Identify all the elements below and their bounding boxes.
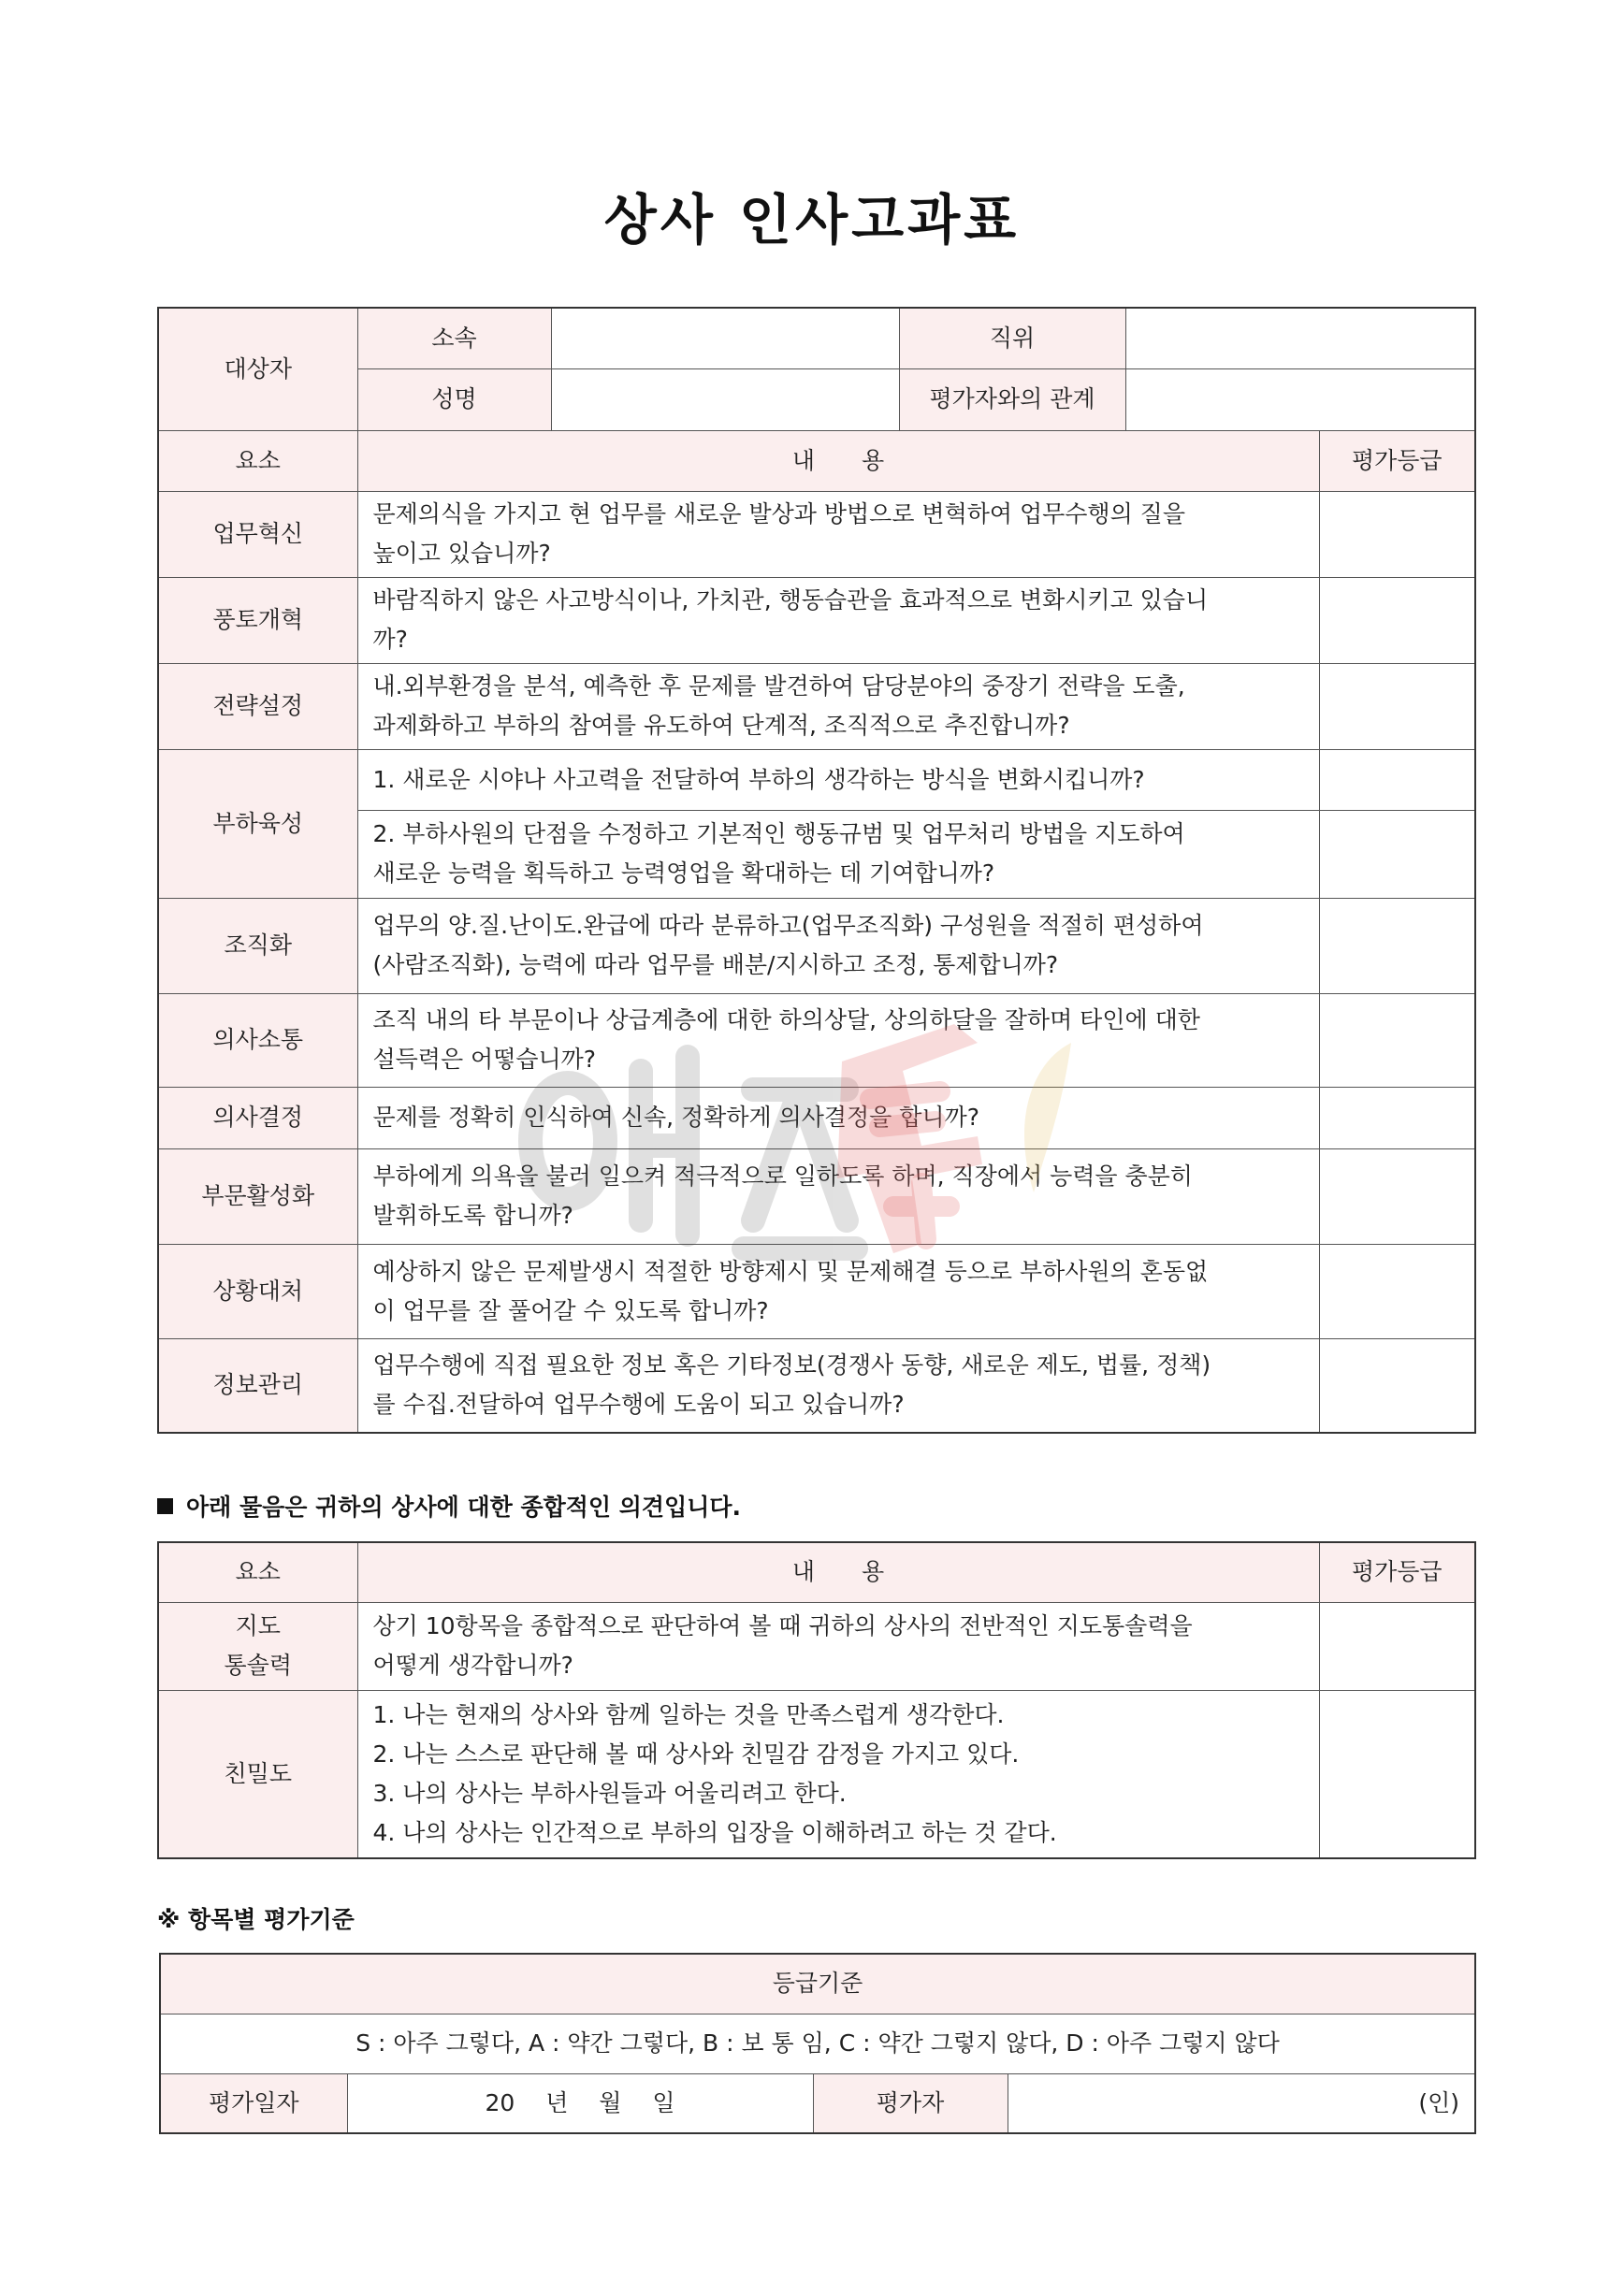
- name-field[interactable]: [551, 368, 899, 430]
- grade-cell[interactable]: [1319, 993, 1475, 1087]
- question-line: 내.외부환경을 분석, 예측한 후 문제를 발견하여 담당분야의 중장기 전략을 도출,: [372, 672, 1185, 700]
- question-cell: [357, 1148, 1319, 1244]
- relation-field[interactable]: [1125, 368, 1475, 430]
- table-row: [158, 1087, 1475, 1148]
- position-field[interactable]: [1125, 308, 1475, 368]
- criteria-heading: ※ 항목별 평가기준: [157, 1906, 355, 1933]
- grade-cell[interactable]: [1319, 1338, 1475, 1433]
- question-line: 설득력은 어떻습니까?: [372, 1046, 597, 1073]
- factor-line: 지도: [235, 1612, 281, 1639]
- factor-cell: 정보관리: [158, 1338, 357, 1433]
- factor-cell: 업무혁신: [158, 491, 357, 577]
- table-row: [158, 577, 1475, 663]
- page-title: 상사 인사고과표: [603, 188, 1021, 252]
- question-line: 바람직하지 않은 사고방식이나, 가치관, 행동습관을 효과적으로 변화시키고 있습니: [372, 586, 1209, 614]
- table-row: [158, 1602, 1475, 1690]
- factor-header: 요소: [158, 1542, 357, 1602]
- date-label: 평가일자: [160, 2073, 347, 2133]
- dept-label: 소속: [357, 308, 551, 368]
- grade-cell[interactable]: [1319, 810, 1475, 898]
- question-line: 예상하지 않은 문제발생시 적절한 방향제시 및 문제해결 등으로 부하사원의 혼동없: [372, 1257, 1209, 1285]
- question-cell: [357, 663, 1319, 749]
- factor-cell: [158, 1602, 357, 1690]
- factor-header: 요소: [158, 430, 357, 491]
- grade-cell[interactable]: [1319, 577, 1475, 663]
- table-row: [158, 993, 1475, 1087]
- square-bullet-icon: [157, 1498, 173, 1514]
- evaluation-table: [157, 307, 1476, 1434]
- factor-cell: 부문활성화: [158, 1148, 357, 1244]
- factor-cell: 조직화: [158, 898, 357, 993]
- grade-criteria-title: 등급기준: [160, 1954, 1475, 2014]
- table-row: [158, 663, 1475, 749]
- table-row: [158, 1244, 1475, 1338]
- factor-cell: 부하육성: [158, 749, 357, 898]
- grade-header: 평가등급: [1319, 1542, 1475, 1602]
- grade-cell[interactable]: [1319, 1602, 1475, 1690]
- question-line: 부하에게 의욕을 불러 일으켜 적극적으로 일하도록 하며, 직장에서 능력을 충분히: [372, 1162, 1193, 1190]
- statement-line: 2. 나는 스스로 판단해 볼 때 상사와 친밀감 감정을 가지고 있다.: [372, 1740, 1020, 1768]
- table-row: [158, 1148, 1475, 1244]
- grade-cell[interactable]: [1319, 898, 1475, 993]
- name-label: 성명: [357, 368, 551, 430]
- evaluator-field[interactable]: (인): [1008, 2073, 1475, 2133]
- factor-cell: 의사소통: [158, 993, 357, 1087]
- question-cell: [357, 1087, 1319, 1148]
- table-row: [158, 491, 1475, 577]
- question-line: (사람조직화), 능력에 따라 업무를 배분/지시하고 조정, 통제합니까?: [372, 951, 1059, 978]
- question-cell: [357, 898, 1319, 993]
- statement-line: 4. 나의 상사는 인간적으로 부하의 입장을 이해하려고 하는 것 같다.: [372, 1818, 1057, 1846]
- question-line: 이 업무를 잘 풀어갈 수 있도록 합니까?: [372, 1296, 769, 1324]
- grade-cell[interactable]: [1319, 1690, 1475, 1858]
- question-line: 과제화하고 부하의 참여를 유도하여 단계적, 조직적으로 추진합니까?: [372, 712, 1070, 739]
- evaluator-label: 평가자: [813, 2073, 1008, 2133]
- question-line: 상기 10항목을 종합적으로 판단하여 볼 때 귀하의 상사의 전반적인 지도통솔력을: [372, 1612, 1193, 1639]
- criteria-table: [159, 1953, 1476, 2134]
- question-line: 새로운 능력을 획득하고 능력영업을 확대하는 데 기여합니까?: [372, 859, 995, 887]
- question-line: 높이고 있습니까?: [372, 540, 551, 567]
- factor-line: 통솔력: [224, 1652, 292, 1679]
- overall-table: [157, 1541, 1476, 1859]
- statement-line: 1. 나는 현재의 상사와 함께 일하는 것을 만족스럽게 생각한다.: [372, 1700, 1005, 1728]
- content-header: 내 용: [357, 430, 1319, 491]
- question-line: 1. 새로운 시야나 사고력을 전달하여 부하의 생각하는 방식을 변화시킵니까?: [372, 765, 1145, 793]
- question-cell: [357, 577, 1319, 663]
- grade-cell[interactable]: [1319, 491, 1475, 577]
- table-row: [158, 1690, 1475, 1858]
- question-cell: [357, 1244, 1319, 1338]
- question-cell: [357, 810, 1319, 898]
- grade-cell[interactable]: [1319, 1148, 1475, 1244]
- table-row: [158, 749, 1475, 810]
- target-label: 대상자: [158, 308, 357, 430]
- question-cell: [357, 491, 1319, 577]
- question-line: 문제의식을 가지고 현 업무를 새로운 발상과 방법으로 변혁하여 업무수행의 질을: [372, 500, 1185, 527]
- question-line: 발휘하도록 합니까?: [372, 1202, 573, 1229]
- factor-cell: 상황대처: [158, 1244, 357, 1338]
- question-line: 문제를 정확히 인식하여 신속, 정확하게 의사결정을 합니까?: [372, 1104, 979, 1131]
- grade-header: 평가등급: [1319, 430, 1475, 491]
- dept-field[interactable]: [551, 308, 899, 368]
- table-row: [158, 1338, 1475, 1433]
- overall-heading-text: 아래 물음은 귀하의 상사에 대한 종합적인 의견입니다.: [186, 1494, 742, 1521]
- statement-line: 3. 나의 상사는 부하사원들과 어울리려고 한다.: [372, 1779, 847, 1807]
- factor-cell: 의사결정: [158, 1087, 357, 1148]
- grade-cell[interactable]: [1319, 1244, 1475, 1338]
- overall-section-heading: [157, 1489, 741, 1523]
- factor-cell: 친밀도: [158, 1690, 357, 1858]
- grade-cell[interactable]: [1319, 749, 1475, 810]
- relation-label: 평가자와의 관계: [899, 368, 1125, 430]
- question-line: 어떻게 생각합니까?: [372, 1652, 573, 1679]
- question-line: 2. 부하사원의 단점을 수정하고 기본적인 행동규범 및 업무처리 방법을 지도하여: [372, 820, 1185, 847]
- factor-cell: 풍토개혁: [158, 577, 357, 663]
- grade-cell[interactable]: [1319, 1087, 1475, 1148]
- content-header: 내 용: [357, 1542, 1319, 1602]
- date-field[interactable]: 20 년 월 일: [347, 2073, 813, 2133]
- question-line: 조직 내의 타 부문이나 상급계층에 대한 하의상달, 상의하달을 잘하며 타인에 대한: [372, 1006, 1200, 1033]
- question-line: 업무의 양.질.난이도.완급에 따라 분류하고(업무조직화) 구성원을 적절히 편성하여: [372, 912, 1204, 939]
- question-cell: [357, 1690, 1319, 1858]
- position-label: 직위: [899, 308, 1125, 368]
- question-line: 업무수행에 직접 필요한 정보 혹은 기타정보(경쟁사 동향, 새로운 제도, 법률, 정책): [372, 1351, 1211, 1379]
- question-line: 까?: [372, 626, 408, 653]
- question-cell: [357, 749, 1319, 810]
- table-row: [158, 898, 1475, 993]
- factor-cell: 전략설정: [158, 663, 357, 749]
- question-cell: [357, 1602, 1319, 1690]
- question-cell: [357, 993, 1319, 1087]
- grade-criteria-text: S : 아주 그렇다, A : 약간 그렇다, B : 보 통 임, C : 약간 그렇지 않다, D : 아주 그렇지 않다: [160, 2014, 1475, 2073]
- question-cell: [357, 1338, 1319, 1433]
- question-line: 를 수집.전달하여 업무수행에 도움이 되고 있습니까?: [372, 1391, 905, 1419]
- grade-cell[interactable]: [1319, 663, 1475, 749]
